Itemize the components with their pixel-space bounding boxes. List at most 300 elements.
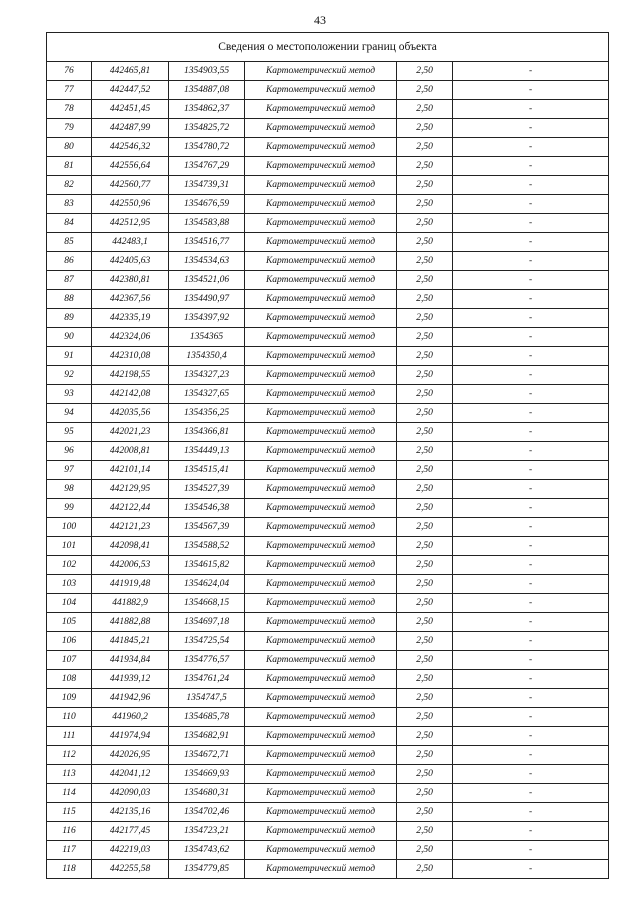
y-coordinate-cell: 1354534,63 (169, 252, 245, 271)
table-row (47, 366, 609, 385)
description-cell: - (453, 157, 609, 176)
x-coordinate-cell: 442380,81 (92, 271, 169, 290)
accuracy-cell: 2,50 (397, 290, 453, 309)
table-title: Сведения о местоположении границ объекта (47, 33, 609, 62)
method-cell: Картометрический метод (245, 271, 397, 290)
method-cell: Картометрический метод (245, 803, 397, 822)
x-coordinate-cell: 442367,56 (92, 290, 169, 309)
table-row (47, 195, 609, 214)
description-cell: - (453, 62, 609, 81)
point-number-cell: 94 (47, 404, 92, 423)
table-row (47, 442, 609, 461)
table-row (47, 670, 609, 689)
point-number-cell: 111 (47, 727, 92, 746)
method-cell: Картометрический метод (245, 784, 397, 803)
table-row (47, 822, 609, 841)
accuracy-cell: 2,50 (397, 803, 453, 822)
x-coordinate-cell: 442098,41 (92, 537, 169, 556)
x-coordinate-cell: 441939,12 (92, 670, 169, 689)
x-coordinate-cell: 441934,84 (92, 651, 169, 670)
point-number-cell: 100 (47, 518, 92, 537)
y-coordinate-cell: 1354825,72 (169, 119, 245, 138)
point-number-cell: 82 (47, 176, 92, 195)
x-coordinate-cell: 442483,1 (92, 233, 169, 252)
y-coordinate-cell: 1354743,62 (169, 841, 245, 860)
description-cell: - (453, 537, 609, 556)
accuracy-cell: 2,50 (397, 860, 453, 879)
accuracy-cell: 2,50 (397, 841, 453, 860)
description-cell: - (453, 442, 609, 461)
point-number-cell: 110 (47, 708, 92, 727)
description-cell: - (453, 613, 609, 632)
point-number-cell: 112 (47, 746, 92, 765)
description-cell: - (453, 822, 609, 841)
x-coordinate-cell: 442447,52 (92, 81, 169, 100)
y-coordinate-cell: 1354887,08 (169, 81, 245, 100)
x-coordinate-cell: 441974,94 (92, 727, 169, 746)
accuracy-cell: 2,50 (397, 442, 453, 461)
description-cell: - (453, 366, 609, 385)
method-cell: Картометрический метод (245, 233, 397, 252)
method-cell: Картометрический метод (245, 461, 397, 480)
method-cell: Картометрический метод (245, 575, 397, 594)
table-row (47, 765, 609, 784)
table-row (47, 803, 609, 822)
x-coordinate-cell: 442465,81 (92, 62, 169, 81)
method-cell: Картометрический метод (245, 366, 397, 385)
x-coordinate-cell: 442219,03 (92, 841, 169, 860)
x-coordinate-cell: 442550,96 (92, 195, 169, 214)
x-coordinate-cell: 442198,55 (92, 366, 169, 385)
point-number-cell: 102 (47, 556, 92, 575)
method-cell: Картометрический метод (245, 252, 397, 271)
accuracy-cell: 2,50 (397, 385, 453, 404)
point-number-cell: 113 (47, 765, 92, 784)
y-coordinate-cell: 1354780,72 (169, 138, 245, 157)
method-cell: Картометрический метод (245, 100, 397, 119)
table-row (47, 62, 609, 81)
table-row (47, 689, 609, 708)
table-row (47, 480, 609, 499)
table-row (47, 537, 609, 556)
table-row (47, 81, 609, 100)
description-cell: - (453, 841, 609, 860)
description-cell: - (453, 594, 609, 613)
description-cell: - (453, 81, 609, 100)
description-cell: - (453, 632, 609, 651)
y-coordinate-cell: 1354676,59 (169, 195, 245, 214)
x-coordinate-cell: 442335,19 (92, 309, 169, 328)
description-cell: - (453, 176, 609, 195)
accuracy-cell: 2,50 (397, 423, 453, 442)
x-coordinate-cell: 442546,32 (92, 138, 169, 157)
y-coordinate-cell: 1354366,81 (169, 423, 245, 442)
y-coordinate-cell: 1354685,78 (169, 708, 245, 727)
x-coordinate-cell: 442135,16 (92, 803, 169, 822)
x-coordinate-cell: 441882,88 (92, 613, 169, 632)
y-coordinate-cell: 1354776,57 (169, 651, 245, 670)
table-row (47, 271, 609, 290)
table-row (47, 651, 609, 670)
method-cell: Картометрический метод (245, 309, 397, 328)
table-row (47, 461, 609, 480)
accuracy-cell: 2,50 (397, 233, 453, 252)
y-coordinate-cell: 1354903,55 (169, 62, 245, 81)
accuracy-cell: 2,50 (397, 214, 453, 233)
table-row (47, 708, 609, 727)
table-row (47, 518, 609, 537)
table-row (47, 746, 609, 765)
x-coordinate-cell: 442324,06 (92, 328, 169, 347)
point-number-cell: 115 (47, 803, 92, 822)
point-number-cell: 95 (47, 423, 92, 442)
description-cell: - (453, 480, 609, 499)
table-row (47, 556, 609, 575)
accuracy-cell: 2,50 (397, 499, 453, 518)
table-row (47, 860, 609, 879)
description-cell: - (453, 271, 609, 290)
accuracy-cell: 2,50 (397, 119, 453, 138)
accuracy-cell: 2,50 (397, 632, 453, 651)
description-cell: - (453, 784, 609, 803)
method-cell: Картометрический метод (245, 594, 397, 613)
x-coordinate-cell: 441919,48 (92, 575, 169, 594)
point-number-cell: 96 (47, 442, 92, 461)
y-coordinate-cell: 1354702,46 (169, 803, 245, 822)
method-cell: Картометрический метод (245, 214, 397, 233)
accuracy-cell: 2,50 (397, 347, 453, 366)
accuracy-cell: 2,50 (397, 309, 453, 328)
description-cell: - (453, 119, 609, 138)
method-cell: Картометрический метод (245, 708, 397, 727)
description-cell: - (453, 575, 609, 594)
method-cell: Картометрический метод (245, 689, 397, 708)
y-coordinate-cell: 1354739,31 (169, 176, 245, 195)
y-coordinate-cell: 1354527,39 (169, 480, 245, 499)
y-coordinate-cell: 1354546,38 (169, 499, 245, 518)
y-coordinate-cell: 1354327,65 (169, 385, 245, 404)
accuracy-cell: 2,50 (397, 195, 453, 214)
y-coordinate-cell: 1354521,06 (169, 271, 245, 290)
accuracy-cell: 2,50 (397, 651, 453, 670)
point-number-cell: 97 (47, 461, 92, 480)
table-row (47, 328, 609, 347)
point-number-cell: 76 (47, 62, 92, 81)
x-coordinate-cell: 441960,2 (92, 708, 169, 727)
method-cell: Картометрический метод (245, 404, 397, 423)
table-row (47, 100, 609, 119)
y-coordinate-cell: 1354682,91 (169, 727, 245, 746)
x-coordinate-cell: 442451,45 (92, 100, 169, 119)
description-cell: - (453, 138, 609, 157)
table-row (47, 632, 609, 651)
y-coordinate-cell: 1354668,15 (169, 594, 245, 613)
y-coordinate-cell: 1354672,71 (169, 746, 245, 765)
method-cell: Картометрический метод (245, 423, 397, 442)
table-row (47, 252, 609, 271)
method-cell: Картометрический метод (245, 537, 397, 556)
x-coordinate-cell: 442021,23 (92, 423, 169, 442)
y-coordinate-cell: 1354779,85 (169, 860, 245, 879)
accuracy-cell: 2,50 (397, 176, 453, 195)
description-cell: - (453, 100, 609, 119)
point-number-cell: 91 (47, 347, 92, 366)
description-cell: - (453, 423, 609, 442)
y-coordinate-cell: 1354327,23 (169, 366, 245, 385)
x-coordinate-cell: 442041,12 (92, 765, 169, 784)
description-cell: - (453, 765, 609, 784)
description-cell: - (453, 290, 609, 309)
point-number-cell: 90 (47, 328, 92, 347)
description-cell: - (453, 385, 609, 404)
method-cell: Картометрический метод (245, 822, 397, 841)
point-number-cell: 77 (47, 81, 92, 100)
description-cell: - (453, 651, 609, 670)
x-coordinate-cell: 442122,44 (92, 499, 169, 518)
accuracy-cell: 2,50 (397, 138, 453, 157)
accuracy-cell: 2,50 (397, 81, 453, 100)
y-coordinate-cell: 1354669,93 (169, 765, 245, 784)
accuracy-cell: 2,50 (397, 613, 453, 632)
y-coordinate-cell: 1354767,29 (169, 157, 245, 176)
x-coordinate-cell: 441882,9 (92, 594, 169, 613)
x-coordinate-cell: 442560,77 (92, 176, 169, 195)
y-coordinate-cell: 1354516,77 (169, 233, 245, 252)
description-cell: - (453, 746, 609, 765)
method-cell: Картометрический метод (245, 442, 397, 461)
x-coordinate-cell: 442121,23 (92, 518, 169, 537)
method-cell: Картометрический метод (245, 746, 397, 765)
method-cell: Картометрический метод (245, 385, 397, 404)
point-number-cell: 105 (47, 613, 92, 632)
point-number-cell: 109 (47, 689, 92, 708)
description-cell: - (453, 499, 609, 518)
x-coordinate-cell: 442129,95 (92, 480, 169, 499)
description-cell: - (453, 404, 609, 423)
y-coordinate-cell: 1354350,4 (169, 347, 245, 366)
description-cell: - (453, 727, 609, 746)
point-number-cell: 104 (47, 594, 92, 613)
accuracy-cell: 2,50 (397, 556, 453, 575)
description-cell: - (453, 670, 609, 689)
page-number: 43 (314, 13, 326, 27)
accuracy-cell: 2,50 (397, 594, 453, 613)
boundary-coordinates-table (46, 32, 609, 879)
method-cell: Картометрический метод (245, 157, 397, 176)
y-coordinate-cell: 1354761,24 (169, 670, 245, 689)
description-cell: - (453, 195, 609, 214)
table-row (47, 499, 609, 518)
point-number-cell: 103 (47, 575, 92, 594)
table-row (47, 784, 609, 803)
accuracy-cell: 2,50 (397, 575, 453, 594)
point-number-cell: 99 (47, 499, 92, 518)
point-number-cell: 81 (47, 157, 92, 176)
method-cell: Картометрический метод (245, 347, 397, 366)
x-coordinate-cell: 442310,08 (92, 347, 169, 366)
accuracy-cell: 2,50 (397, 252, 453, 271)
method-cell: Картометрический метод (245, 841, 397, 860)
table-row (47, 347, 609, 366)
point-number-cell: 89 (47, 309, 92, 328)
table-row (47, 176, 609, 195)
accuracy-cell: 2,50 (397, 689, 453, 708)
point-number-cell: 84 (47, 214, 92, 233)
description-cell: - (453, 708, 609, 727)
method-cell: Картометрический метод (245, 670, 397, 689)
accuracy-cell: 2,50 (397, 461, 453, 480)
point-number-cell: 86 (47, 252, 92, 271)
accuracy-cell: 2,50 (397, 537, 453, 556)
description-cell: - (453, 518, 609, 537)
x-coordinate-cell: 442556,64 (92, 157, 169, 176)
x-coordinate-cell: 442142,08 (92, 385, 169, 404)
description-cell: - (453, 309, 609, 328)
x-coordinate-cell: 441845,21 (92, 632, 169, 651)
point-number-cell: 88 (47, 290, 92, 309)
x-coordinate-cell: 442405,63 (92, 252, 169, 271)
accuracy-cell: 2,50 (397, 518, 453, 537)
method-cell: Картометрический метод (245, 518, 397, 537)
y-coordinate-cell: 1354862,37 (169, 100, 245, 119)
accuracy-cell: 2,50 (397, 765, 453, 784)
description-cell: - (453, 803, 609, 822)
x-coordinate-cell: 442512,95 (92, 214, 169, 233)
method-cell: Картометрический метод (245, 119, 397, 138)
accuracy-cell: 2,50 (397, 822, 453, 841)
point-number-cell: 79 (47, 119, 92, 138)
y-coordinate-cell: 1354624,04 (169, 575, 245, 594)
point-number-cell: 106 (47, 632, 92, 651)
method-cell: Картометрический метод (245, 613, 397, 632)
description-cell: - (453, 461, 609, 480)
point-number-cell: 117 (47, 841, 92, 860)
description-cell: - (453, 860, 609, 879)
table-row (47, 138, 609, 157)
description-cell: - (453, 347, 609, 366)
y-coordinate-cell: 1354490,97 (169, 290, 245, 309)
accuracy-cell: 2,50 (397, 404, 453, 423)
table-row (47, 613, 609, 632)
y-coordinate-cell: 1354697,18 (169, 613, 245, 632)
method-cell: Картометрический метод (245, 290, 397, 309)
accuracy-cell: 2,50 (397, 100, 453, 119)
description-cell: - (453, 214, 609, 233)
y-coordinate-cell: 1354397,92 (169, 309, 245, 328)
x-coordinate-cell: 442177,45 (92, 822, 169, 841)
description-cell: - (453, 556, 609, 575)
table-row (47, 290, 609, 309)
table-row (47, 423, 609, 442)
table-row (47, 385, 609, 404)
accuracy-cell: 2,50 (397, 670, 453, 689)
accuracy-cell: 2,50 (397, 480, 453, 499)
table-row (47, 575, 609, 594)
y-coordinate-cell: 1354723,21 (169, 822, 245, 841)
y-coordinate-cell: 1354680,31 (169, 784, 245, 803)
description-cell: - (453, 252, 609, 271)
accuracy-cell: 2,50 (397, 727, 453, 746)
method-cell: Картометрический метод (245, 651, 397, 670)
table-row (47, 594, 609, 613)
y-coordinate-cell: 1354356,25 (169, 404, 245, 423)
boundary-table-container (46, 32, 608, 879)
accuracy-cell: 2,50 (397, 366, 453, 385)
x-coordinate-cell: 442255,58 (92, 860, 169, 879)
table-row (47, 214, 609, 233)
point-number-cell: 93 (47, 385, 92, 404)
method-cell: Картометрический метод (245, 480, 397, 499)
y-coordinate-cell: 1354567,39 (169, 518, 245, 537)
point-number-cell: 85 (47, 233, 92, 252)
point-number-cell: 80 (47, 138, 92, 157)
method-cell: Картометрический метод (245, 556, 397, 575)
x-coordinate-cell: 442487,99 (92, 119, 169, 138)
point-number-cell: 78 (47, 100, 92, 119)
description-cell: - (453, 689, 609, 708)
table-row (47, 233, 609, 252)
x-coordinate-cell: 442101,14 (92, 461, 169, 480)
point-number-cell: 92 (47, 366, 92, 385)
method-cell: Картометрический метод (245, 62, 397, 81)
table-row (47, 119, 609, 138)
table-row (47, 727, 609, 746)
table-row (47, 309, 609, 328)
point-number-cell: 118 (47, 860, 92, 879)
point-number-cell: 116 (47, 822, 92, 841)
x-coordinate-cell: 442006,53 (92, 556, 169, 575)
method-cell: Картометрический метод (245, 727, 397, 746)
method-cell: Картометрический метод (245, 765, 397, 784)
accuracy-cell: 2,50 (397, 62, 453, 81)
method-cell: Картометрический метод (245, 860, 397, 879)
y-coordinate-cell: 1354449,13 (169, 442, 245, 461)
method-cell: Картометрический метод (245, 81, 397, 100)
point-number-cell: 101 (47, 537, 92, 556)
y-coordinate-cell: 1354747,5 (169, 689, 245, 708)
point-number-cell: 98 (47, 480, 92, 499)
table-row (47, 404, 609, 423)
table-row (47, 157, 609, 176)
accuracy-cell: 2,50 (397, 271, 453, 290)
accuracy-cell: 2,50 (397, 708, 453, 727)
x-coordinate-cell: 442008,81 (92, 442, 169, 461)
y-coordinate-cell: 1354583,88 (169, 214, 245, 233)
description-cell: - (453, 233, 609, 252)
point-number-cell: 87 (47, 271, 92, 290)
accuracy-cell: 2,50 (397, 784, 453, 803)
point-number-cell: 114 (47, 784, 92, 803)
method-cell: Картометрический метод (245, 328, 397, 347)
method-cell: Картометрический метод (245, 138, 397, 157)
accuracy-cell: 2,50 (397, 746, 453, 765)
point-number-cell: 107 (47, 651, 92, 670)
x-coordinate-cell: 442035,56 (92, 404, 169, 423)
table-row (47, 841, 609, 860)
description-cell: - (453, 328, 609, 347)
accuracy-cell: 2,50 (397, 157, 453, 176)
method-cell: Картометрический метод (245, 195, 397, 214)
y-coordinate-cell: 1354725,54 (169, 632, 245, 651)
point-number-cell: 83 (47, 195, 92, 214)
method-cell: Картометрический метод (245, 176, 397, 195)
point-number-cell: 108 (47, 670, 92, 689)
method-cell: Картометрический метод (245, 499, 397, 518)
y-coordinate-cell: 1354615,82 (169, 556, 245, 575)
x-coordinate-cell: 442090,03 (92, 784, 169, 803)
y-coordinate-cell: 1354515,41 (169, 461, 245, 480)
x-coordinate-cell: 441942,96 (92, 689, 169, 708)
